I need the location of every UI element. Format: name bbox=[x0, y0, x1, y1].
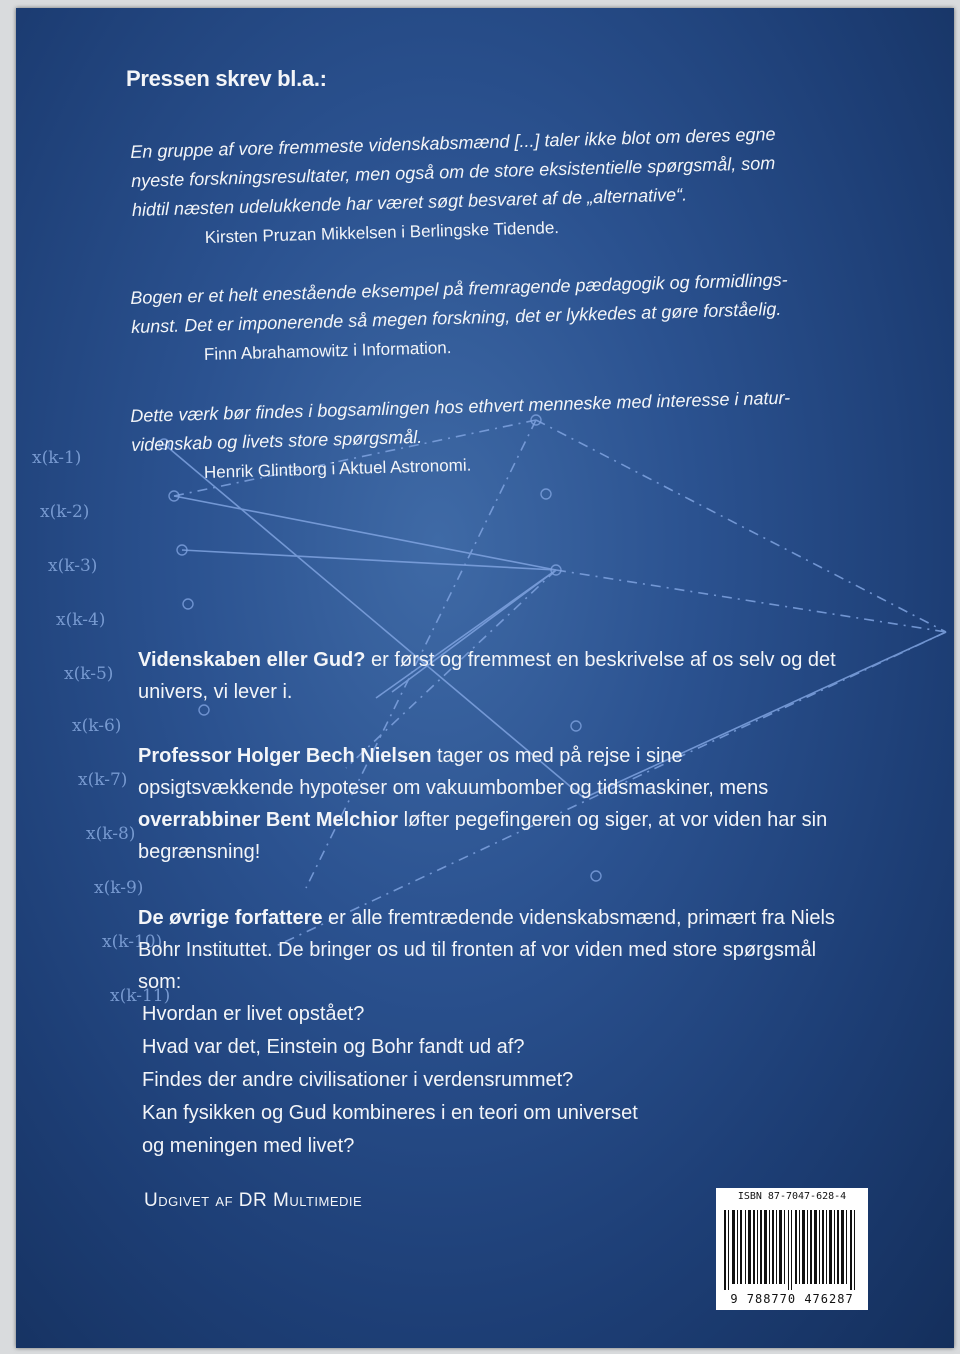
press-heading: Pressen skrev bl.a.: bbox=[126, 66, 327, 91]
question-item: og meningen med livet? bbox=[142, 1135, 355, 1157]
quote-source: Kirsten Pruzan Mikkelsen i Berlingske Tidende. bbox=[204, 218, 560, 247]
isbn-barcode bbox=[716, 1188, 868, 1310]
paragraph-text: løfter pegefingeren og siger, at vor viden har sin begrænsning! bbox=[138, 809, 828, 863]
diagram-label: x(k-9) bbox=[94, 878, 144, 898]
quote-source: Henrik Glintborg i Aktuel Astronomi. bbox=[203, 455, 472, 482]
diagram-label: x(k-10) bbox=[102, 932, 163, 952]
question-item: Hvordan er livet opstået? bbox=[142, 1003, 365, 1025]
diagram-label: x(k-5) bbox=[64, 664, 114, 684]
quote-line: videnskab og livets store spørgsmål. bbox=[130, 426, 423, 455]
diagram-label: x(k-8) bbox=[86, 824, 136, 844]
author-name: overrabbiner Bent Melchior bbox=[138, 809, 399, 831]
quote-source: Finn Abrahamowitz i Information. bbox=[203, 338, 452, 364]
diagram-label: x(k-6) bbox=[72, 716, 122, 736]
barcode-bars bbox=[724, 1210, 860, 1290]
diagram-label: x(k-4) bbox=[56, 610, 106, 630]
quote-line: nyeste forskningsresultater, men også om de store eksistentielle spørgsmål, som bbox=[130, 152, 776, 191]
question-item: Hvad var det, Einstein og Bohr fandt ud af? bbox=[142, 1036, 525, 1058]
press-quote bbox=[130, 118, 833, 253]
diagram-label: x(k-3) bbox=[48, 556, 98, 576]
quote-line: En gruppe af vore fremmeste videnskabsmænd [...] taler ikke blot om deres egne bbox=[130, 123, 776, 162]
book-title-inline: Videnskaben eller Gud? bbox=[138, 649, 366, 671]
diagram-node bbox=[541, 489, 551, 499]
question-list bbox=[142, 998, 638, 1163]
diagram-dashed-line bbox=[556, 570, 946, 632]
description-paragraph bbox=[138, 740, 838, 868]
question-item: Kan fysikken og Gud kombineres i en teori om universet bbox=[142, 1102, 638, 1124]
diagram-node bbox=[571, 721, 581, 731]
author-name: Professor Holger Bech Nielsen bbox=[138, 745, 432, 767]
diagram-label: x(k-2) bbox=[40, 502, 90, 522]
paragraph-text: tager os med på rejse i sine opsigtsvækkende hypoteser om vakuumbomber og tidsmaskiner, mens bbox=[138, 745, 769, 799]
diagram-label: x(k-11) bbox=[110, 986, 171, 1006]
question-item: Findes der andre civilisationer i verdensrummet? bbox=[142, 1069, 574, 1091]
diagram-node bbox=[183, 599, 193, 609]
diagram-label: x(k-7) bbox=[78, 770, 128, 790]
diagram-line bbox=[174, 496, 556, 570]
diagram-label: x(k-1) bbox=[32, 448, 82, 468]
authors-inline: De øvrige forfattere bbox=[138, 907, 323, 929]
isbn-label: ISBN 87-7047-628-4 bbox=[737, 1191, 847, 1202]
diagram-line bbox=[182, 550, 556, 570]
paragraph-text: er alle fremtrædende videnskabsmænd, primært fra Niels Bohr Instituttet. De bringer os ud til fronten af vor viden med store spørgsmål som: bbox=[138, 907, 835, 993]
book-back-cover bbox=[16, 8, 954, 1348]
quote-line: Bogen er et helt enestående eksempel på fremragende pædagogik og formidlings- bbox=[130, 269, 788, 308]
description-paragraph bbox=[138, 902, 838, 998]
paragraph-text: er først og fremmest en beskrivelse af os selv og det univers, vi lever i. bbox=[138, 649, 836, 703]
publisher-line: Udgivet af DR Multimedie bbox=[144, 1190, 363, 1211]
description-paragraph bbox=[138, 644, 838, 708]
quote-line: Dette værk bør findes i bogsamlingen hos ethvert menneske med interesse i natur- bbox=[130, 387, 791, 426]
diagram-node bbox=[591, 871, 601, 881]
quote-line: kunst. Det er imponerende så megen forskning, det er lykkedes at gøre forståelig. bbox=[130, 298, 782, 337]
ean-number: 9 788770 476287 bbox=[730, 1292, 854, 1306]
quote-line: hidtil næsten udelukkende har været søgt besvaret af de „alternative“. bbox=[131, 184, 688, 220]
